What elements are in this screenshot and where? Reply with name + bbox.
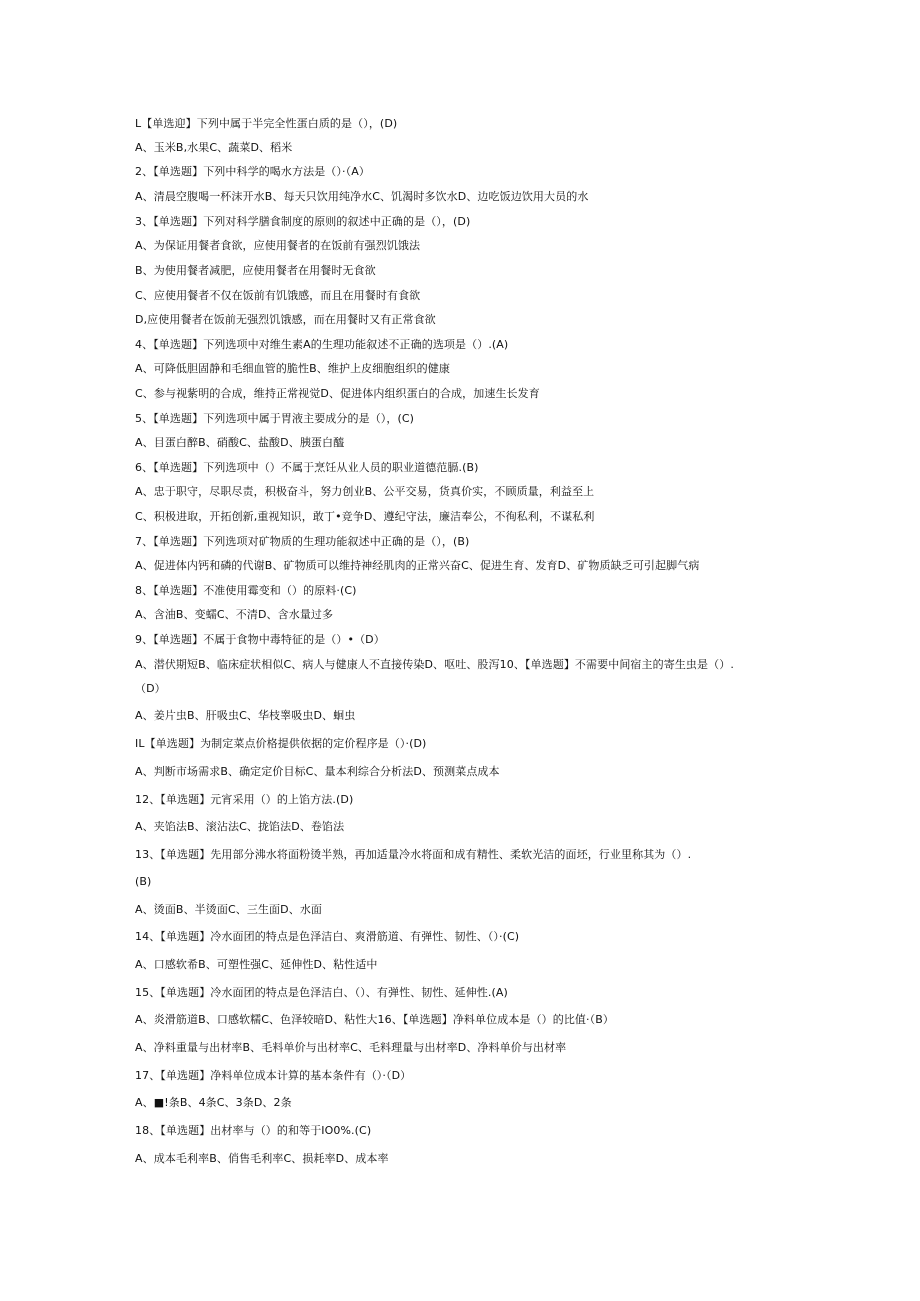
question-17: 17、【单选题】净料单位成本计算的基本条件有（）·（D） bbox=[135, 1069, 412, 1082]
answer-10: （D） bbox=[135, 682, 166, 695]
options-8: A、含油B、变蠕C、不清D、含水量过多 bbox=[135, 608, 334, 621]
options-18: A、成本毛利率B、俏售毛利率C、损耗率D、成本率 bbox=[135, 1152, 389, 1165]
question-1: L【单选迎】下列中属于半完全性蛋白质的是（），(D) bbox=[135, 117, 398, 130]
option-3d: D,应使用餐者在饭前无强烈饥饿感，而在用餐时又有正常食欲 bbox=[135, 313, 436, 326]
options-6ab: A、忠于职守，尽职尽责，积极奋斗，努力创业B、公平交易，货真价实，不顾质量，利益至上 bbox=[135, 485, 595, 498]
options-2: A、清晨空腹喝一杯沫开水B、每天只饮用纯净水C、饥渴时多饮水D、边吃饭边饮用大员的水 bbox=[135, 190, 589, 203]
question-8: 8、【单选题】不准使用霉变和（）的原料·(C) bbox=[135, 584, 357, 597]
options-16: A、净料重量与出材率B、毛料单价与出材率C、毛料理量与出材率D、净料单价与出材率 bbox=[135, 1041, 567, 1054]
question-11: IL【单选题】为制定菜点价格提供依据的定价程序是（）·(D) bbox=[135, 737, 427, 750]
options-9-question-10: A、潜伏期短B、临床症状相似C、病人与健康人不直接传染D、呕吐、股泻10、【单选题】不需要中间宿主的寄生虫是（）. bbox=[135, 658, 734, 671]
option-3a: A、为保证用餐者食欲，应使用餐者的在饭前有强烈饥饿法 bbox=[135, 239, 421, 252]
options-4ab: A、可降低胆固静和毛细血管的脆性B、维护上皮细胞组织的健康 bbox=[135, 362, 450, 375]
options-14: A、口感软希B、可塑性强C、延伸性D、粘性适中 bbox=[135, 958, 378, 971]
option-3b: B、为使用餐者减肥，应使用餐者在用餐时无食欲 bbox=[135, 264, 376, 277]
options-12: A、夹馅法B、滚沾法C、拢馅法D、卷馅法 bbox=[135, 820, 345, 833]
options-11: A、判断市场需求B、确定定价目标C、量本利综合分析法D、预测菜点成本 bbox=[135, 765, 500, 778]
option-3c: C、应使用餐者不仅在饭前有饥饿感，而且在用餐时有食欲 bbox=[135, 289, 421, 302]
question-6: 6、【单选题】下列选项中（）不属于烹饪从业人员的职业道德范膈.(B) bbox=[135, 461, 479, 474]
question-14: 14、【单选题】冷水面团的特点是色泽洁白、爽滑筋道、有弹性、韧性、（）·(C) bbox=[135, 930, 520, 943]
options-10: A、姜片虫B、肝吸虫C、华枝睾吸虫D、蛔虫 bbox=[135, 709, 356, 722]
question-3: 3、【单选题】下列对科学膳食制度的原则的叙述中正确的是（），(D) bbox=[135, 215, 471, 228]
question-12: 12、【单选题】元宵采用（）的上馅方法.(D) bbox=[135, 793, 354, 806]
options-15-question-16: A、炎滑筋道B、口感软糯C、色泽较暗D、粘性大16、【单选题】净料单位成本是（）的比值·（B） bbox=[135, 1013, 614, 1026]
options-5: A、目蛋白醉B、硝酸C、盐酸D、胰蛋白醯 bbox=[135, 436, 345, 449]
options-17: A、■!条B、4条C、3条D、2条 bbox=[135, 1096, 292, 1109]
question-13: 13、【单选题】先用部分沸水将面粉烫半熟，再加适量冷水将面和成有精性、柔软光洁的面坯，行业里称其为（）. bbox=[135, 848, 692, 861]
question-7: 7、【单选题】下列选项对矿物质的生理功能叙述中正确的是（），(B) bbox=[135, 535, 470, 548]
question-2: 2、【单选题】下列中科学的喝水方法是（）·（A） bbox=[135, 165, 370, 178]
question-18: 18、【单选题】出材率与（）的和等于IO0%.(C) bbox=[135, 1124, 372, 1137]
options-7: A、促进体内钙和磷的代谢B、矿物质可以维持神经肌肉的正常兴奋C、促进生育、发育D、矿物质缺乏可引起脚气病 bbox=[135, 559, 700, 572]
options-4cd: C、参与视紫明的合成，维持正常视觉D、促进体内组织蛋白的合成，加速生长发育 bbox=[135, 387, 540, 400]
question-4: 4、【单选题】下列选项中对维生素A的生理功能叙述不正确的选项是（）.(A) bbox=[135, 338, 509, 351]
options-13: A、烫面B、半烫面C、三生面D、水面 bbox=[135, 903, 323, 916]
options-1: A、玉米B,水果C、蔬菜D、稻米 bbox=[135, 141, 293, 154]
question-5: 5、【单选题】下列选项中属于胃液主要成分的是（），(C) bbox=[135, 412, 415, 425]
answer-13: (B) bbox=[135, 875, 152, 888]
options-6cd: C、积极进取，开拓创新,重视知识，敢丁•竞争D、遵纪守法，廉洁奉公，不徇私利，不谋私利 bbox=[135, 510, 595, 523]
question-9: 9、【单选题】不属于食物中毒特征的是（）•（D） bbox=[135, 633, 385, 646]
question-15: 15、【单选题】冷水面团的特点是色泽洁白、（）、有弹性、韧性、延伸性.(A) bbox=[135, 986, 508, 999]
